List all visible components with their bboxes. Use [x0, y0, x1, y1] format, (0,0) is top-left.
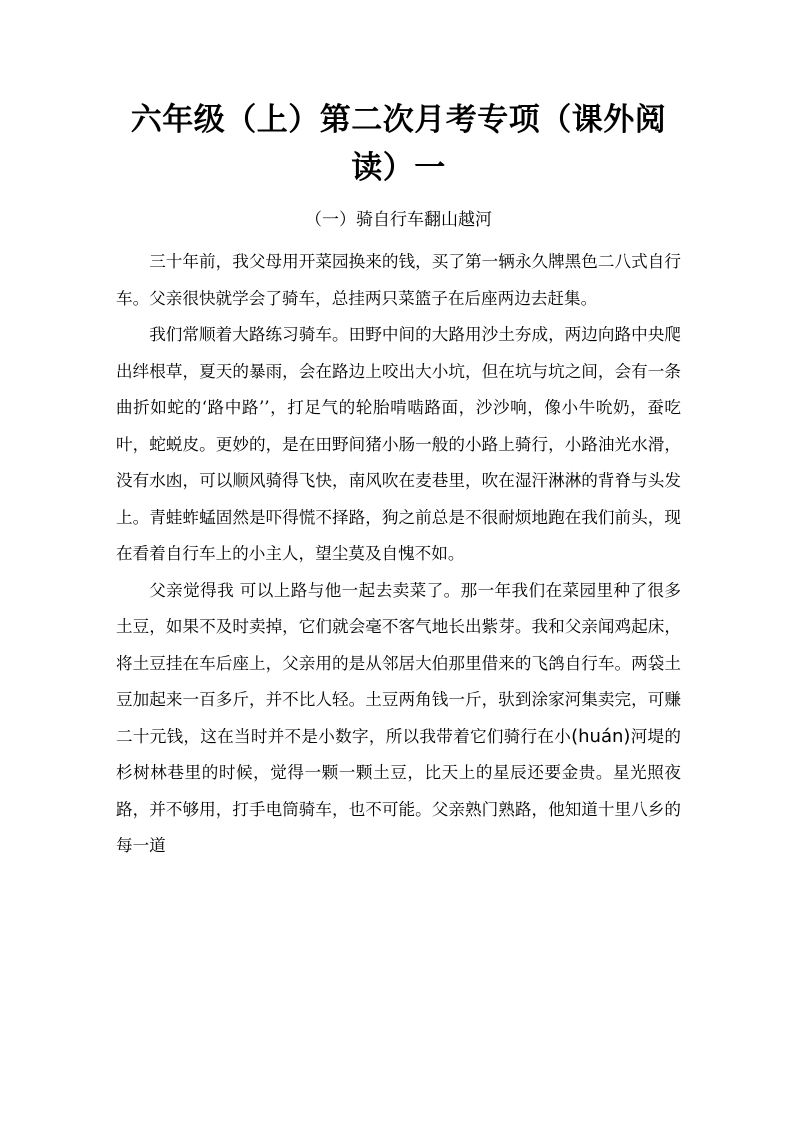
paragraph-3 [116, 573, 681, 865]
paragraph-2: 我们常顺着大路练习骑车。田野中间的大路用沙土夯成，两边向路中央爬出绊根草，夏天的暴雨，会在路边上咬出大小坑，但在坑与坑之间，会有一条曲折如蛇的‘路中路’’，打足气的轮胎啃啮路面，沙沙响，像小牛吮奶，蚕吃叶，蛇蜕皮。更妙的，是在田野间猪小肠一般的小路上骑行，小路油光水滑，没有水凼，可以顺风骑得飞快，南风吹在麦巷里，吹在湿汗淋淋的背脊与头发上。青蛙蚱蜢固然是吓得慌不择路，狗之前总是不很耐烦地跑在我们前头，现在看着自行车上的小主人，望尘莫及自愧不如。 [116, 325, 681, 563]
section-title: （一）骑自行车翻山越河 [305, 210, 492, 230]
paragraph-3-tail: 河堤的杉树林巷里的时候，觉得一颗一颗土豆，比天上的星辰还要金贵。星光照夜路，并不够用，打手电筒骑车，也不可能。父亲熟门熟路，他知道十里八乡的每一道 [116, 726, 682, 855]
document-title: 六年级（上）第二次月考专项（课外阅读）一 [130, 102, 667, 186]
paragraph-3-head: 父亲觉得我 可以上路与他一起去卖菜了。那一年我们在菜园里种了很多土豆，如果不及时卖掉，它们就会毫不客气地长出紫芽。我和父亲闻鸡起床，将土豆挂在车后座上，父亲用的是从邻居大伯那里借来的飞鸽自行车。两袋土豆加起来一百多斤，并不比人轻。土豆两角钱一斤，驮到涂家河集卖完，可赚二十元钱，这在当时并不是小数字，所以我带着它们骑行在小 [116, 580, 681, 746]
paragraph-1: 三十年前，我父母用开菜园换来的钱，买了第一辆永久牌黑色二八式自行车。父亲很快就学会了骑车，总挂两只菜篮子在后座两边去赶集。 [116, 252, 681, 308]
pinyin-annotation: (huán) [571, 725, 631, 747]
